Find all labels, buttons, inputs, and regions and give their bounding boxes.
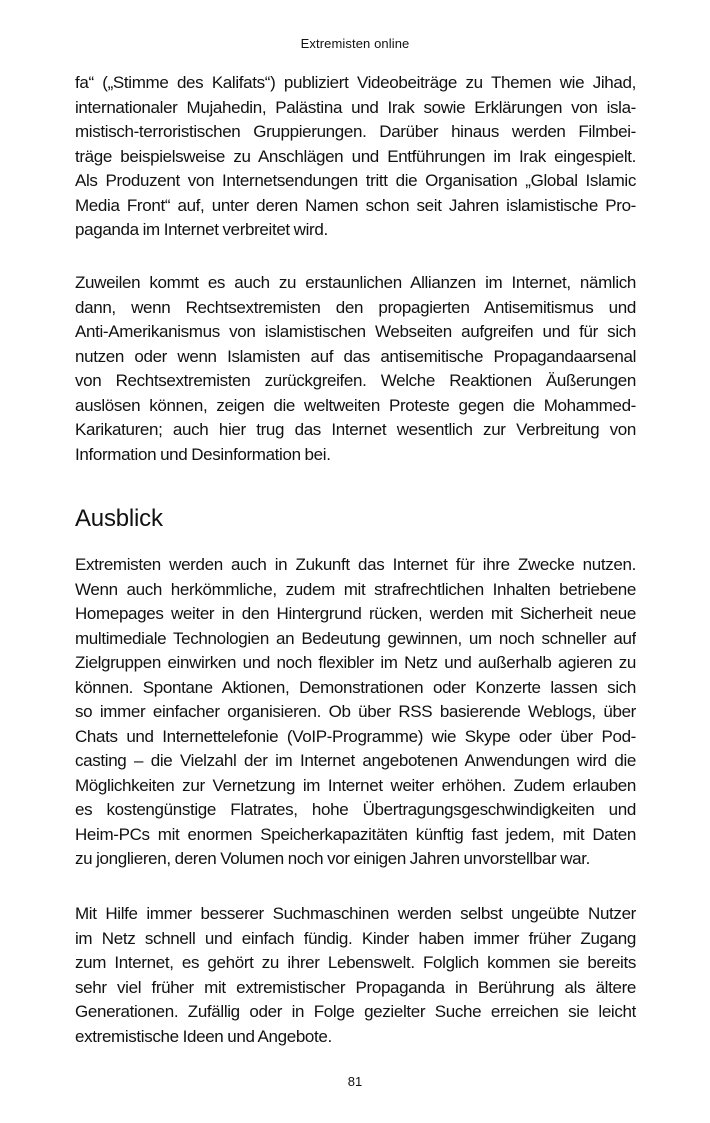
text-line: Information und Desinformation bei. (75, 444, 331, 464)
text-line: Chats und Internettelefonie (VoIP-Programme) wie Skype oder über Pod- (75, 726, 636, 746)
text-line: Zuweilen kommt es auch zu erstaunlichen Allianzen im Internet, nämlich (75, 273, 636, 292)
text-line: Als Produzent von Internetsendungen tritt die Organisation „Global Islamic (75, 171, 636, 190)
text-line: casting – die Vielzahl der im Internet angebotenen Anwendungen wird die (75, 751, 636, 770)
paragraph (75, 902, 636, 1049)
text-line: Mit Hilfe immer besserer Suchmaschinen werden selbst ungeübte Nutzer (75, 904, 636, 923)
text-line: mistisch-terroristischen Gruppierungen. Darüber hinaus werden Filmbei- (75, 122, 636, 141)
running-header: Extremisten online (300, 36, 410, 51)
text-line: Generationen. Zufällig oder in Folge gezielter Suche erreichen sie leicht (75, 1002, 636, 1021)
text-line: im Netz schnell und einfach fündig. Kinder haben immer früher Zugang (75, 928, 636, 948)
text-line: träge beispielsweise zu Anschlägen und Entführungen im Irak eingespielt. (75, 146, 636, 166)
text-line: multimediale Technologien an Bedeutung gewinnen, um noch schneller auf (75, 628, 636, 648)
text-line: es kostengünstige Flatrates, hohe Übertragungsgeschwindigkeiten und (75, 800, 636, 819)
text-line: Extremisten werden auch in Zukunft das Internet für ihre Zwecke nutzen. (75, 555, 636, 574)
text-line: zum Internet, es gehört zu ihrer Lebenswelt. Folglich kommen sie bereits (75, 953, 636, 972)
text-line: Karikaturen; auch hier trug das Internet wesentlich zur Verbreitung von (75, 420, 636, 439)
text-line: extremistische Ideen und Angebote. (75, 1026, 332, 1046)
text-line: Möglichkeiten zur Vernetzung im Internet weiter erhöhen. Zudem erlauben (75, 775, 636, 795)
text-line: auslösen können, zeigen die weltweiten Proteste gegen die Mohammed- (75, 395, 636, 415)
text-line: dann, wenn Rechtsextremisten den propagierten Antisemitismus und (75, 297, 636, 317)
text-line: nutzen oder wenn Islamisten auf das antisemitische Propagandaarsenal (75, 346, 636, 366)
paragraph (75, 553, 636, 872)
text-line: Homepages weiter in den Hintergrund rücken, werden mit Sicherheit neue (75, 604, 636, 623)
section-heading: Ausblick (75, 505, 163, 532)
text-line: Media Front“ auf, unter deren Namen schon seit Jahren islamistische Pro- (75, 195, 636, 215)
paragraph (75, 71, 636, 243)
paragraph (75, 271, 636, 467)
text-line: können. Spontane Aktionen, Demonstrationen oder Konzerte lassen sich (75, 677, 636, 697)
text-line: Zielgruppen einwirken und noch flexibler im Netz und außerhalb agieren zu (75, 653, 636, 672)
text-line: Heim-PCs mit enormen Speicherkapazitäten künftig fast jedem, mit Daten (75, 824, 636, 844)
text-line: von Rechtsextremisten zurückgreifen. Welche Reaktionen Äußerungen (75, 371, 636, 390)
text-line: fa“ („Stimme des Kalifats“) publiziert Videobeiträge zu Themen wie Jihad, (75, 73, 636, 92)
text-line: Anti-Amerikanismus von islamistischen Webseiten aufgreifen und für sich (75, 322, 636, 341)
text-line: Wenn auch herkömmliche, zudem mit strafrechtlichen Inhalten betriebene (75, 579, 636, 599)
text-line: zu jonglieren, deren Volumen noch vor einigen Jahren unvorstellbar war. (75, 849, 590, 868)
text-line: sehr viel früher mit extremistischer Propaganda in Berührung als ältere (75, 977, 636, 997)
page-number: 81 (347, 1074, 363, 1089)
text-line: so immer einfacher organisieren. Ob über RSS basierende Weblogs, über (75, 702, 636, 721)
text-line: internationaler Mujahedin, Palästina und Irak sowie Erklärungen von isla- (75, 97, 636, 117)
text-line: paganda im Internet verbreitet wird. (75, 220, 328, 239)
